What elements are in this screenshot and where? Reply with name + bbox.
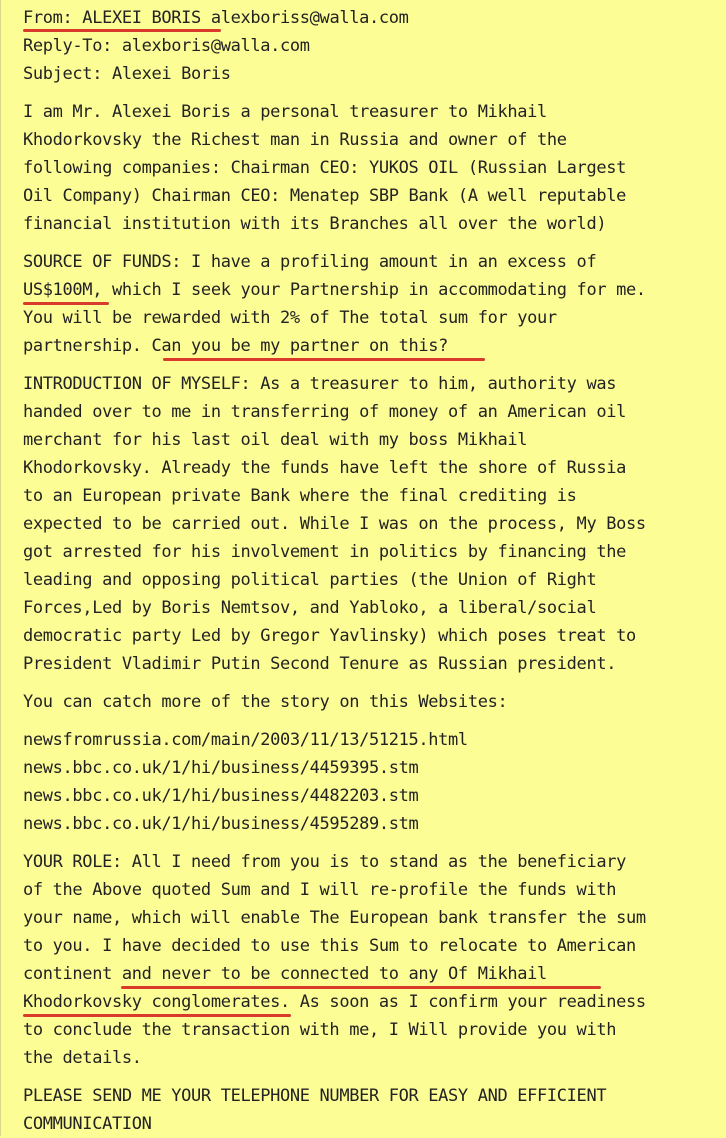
source-line: SOURCE OF FUNDS: I have a profiling amount in an excess of: [23, 252, 597, 272]
your-role-paragraph: [23, 848, 716, 1072]
introduction-line: handed over to me in transferring of money of an American oil: [23, 402, 626, 422]
closing-paragraph: [23, 1082, 716, 1138]
website-list: [23, 726, 716, 838]
role-line: Khodorkovsky conglomerates. As soon as I confirm your readiness: [23, 992, 646, 1012]
role-line: continent and never to be connected to any Of Mikhail: [23, 964, 547, 984]
introduction-paragraph: [23, 370, 716, 678]
from-line: [23, 4, 716, 32]
source-of-funds-paragraph: [23, 248, 716, 360]
role-line: to you. I have decided to use this Sum to relocate to American: [23, 936, 636, 956]
introduction-line: Forces,Led by Boris Nemtsov, and Yabloko, a liberal/social: [23, 598, 597, 618]
introduction-line: leading and opposing political parties (the Union of Right: [23, 570, 597, 590]
source-line: partnership. Can you be my partner on this?: [23, 336, 449, 356]
introduction-line: President Vladimir Putin Second Tenure as Russian president.: [23, 654, 617, 674]
intro-paragraph: [23, 98, 716, 238]
from-email: alexboriss@walla.com: [200, 8, 409, 28]
introduction-line: merchant for his last oil deal with my boss Mikhail: [23, 430, 528, 450]
intro-line: Oil Company) Chairman CEO: Menatep SBP Bank (A well reputable: [23, 186, 626, 206]
reply-to-line: Reply-To: alexboris@walla.com: [23, 36, 310, 56]
subject-line: Subject: Alexei Boris: [23, 64, 231, 84]
from-underline: [23, 29, 221, 32]
introduction-line: Khodorkovsky. Already the funds have left the shore of Russia: [23, 458, 626, 478]
intro-line: financial institution with its Branches all over the world): [23, 214, 607, 234]
introduction-line: democratic party Led by Gregor Yavlinsky) which poses treat to: [23, 626, 636, 646]
amount-underline: [23, 302, 109, 305]
website-link[interactable]: newsfromrussia.com/main/2003/11/13/51215.html: [23, 730, 468, 750]
role-line: YOUR ROLE: All I need from you is to stand as the beneficiary: [23, 852, 626, 872]
website-link[interactable]: news.bbc.co.uk/1/hi/business/4595289.stm: [23, 814, 419, 834]
role-line: of the Above quoted Sum and I will re-profile the funds with: [23, 880, 617, 900]
closing-line: COMMUNICATION: [23, 1114, 152, 1134]
introduction-line: got arrested for his involvement in politics by financing the: [23, 542, 626, 562]
never-connected-underline: [121, 986, 601, 989]
from-label: From: ALEXEI BORIS: [23, 8, 201, 28]
closing-line: PLEASE SEND ME YOUR TELEPHONE NUMBER FOR EASY AND EFFICIENT: [23, 1086, 607, 1106]
conglomerates-underline: [23, 1014, 291, 1017]
intro-line: following companies: Chairman CEO: YUKOS OIL (Russian Largest: [23, 158, 626, 178]
introduction-line: to an European private Bank where the final crediting is: [23, 486, 577, 506]
catch-more-line: You can catch more of the story on this Websites:: [23, 692, 508, 712]
role-line: to conclude the transaction with me, I Will provide you with: [23, 1020, 617, 1040]
source-line: You will be rewarded with 2% of The total sum for your: [23, 308, 557, 328]
role-line: the details.: [23, 1048, 142, 1068]
partner-question-underline: [163, 358, 485, 361]
introduction-line: expected to be carried out. While I was on the process, My Boss: [23, 514, 646, 534]
role-line: your name, which will enable The European bank transfer the sum: [23, 908, 646, 928]
intro-line: Khodorkovsky the Richest man in Russia and owner of the: [23, 130, 567, 150]
website-link[interactable]: news.bbc.co.uk/1/hi/business/4459395.stm: [23, 758, 419, 778]
source-line: US$100M, which I seek your Partnership in accommodating for me.: [23, 280, 646, 300]
intro-line: I am Mr. Alexei Boris a personal treasurer to Mikhail: [23, 102, 547, 122]
website-link[interactable]: news.bbc.co.uk/1/hi/business/4482203.stm: [23, 786, 419, 806]
introduction-line: INTRODUCTION OF MYSELF: As a treasurer to him, authority was: [23, 374, 617, 394]
